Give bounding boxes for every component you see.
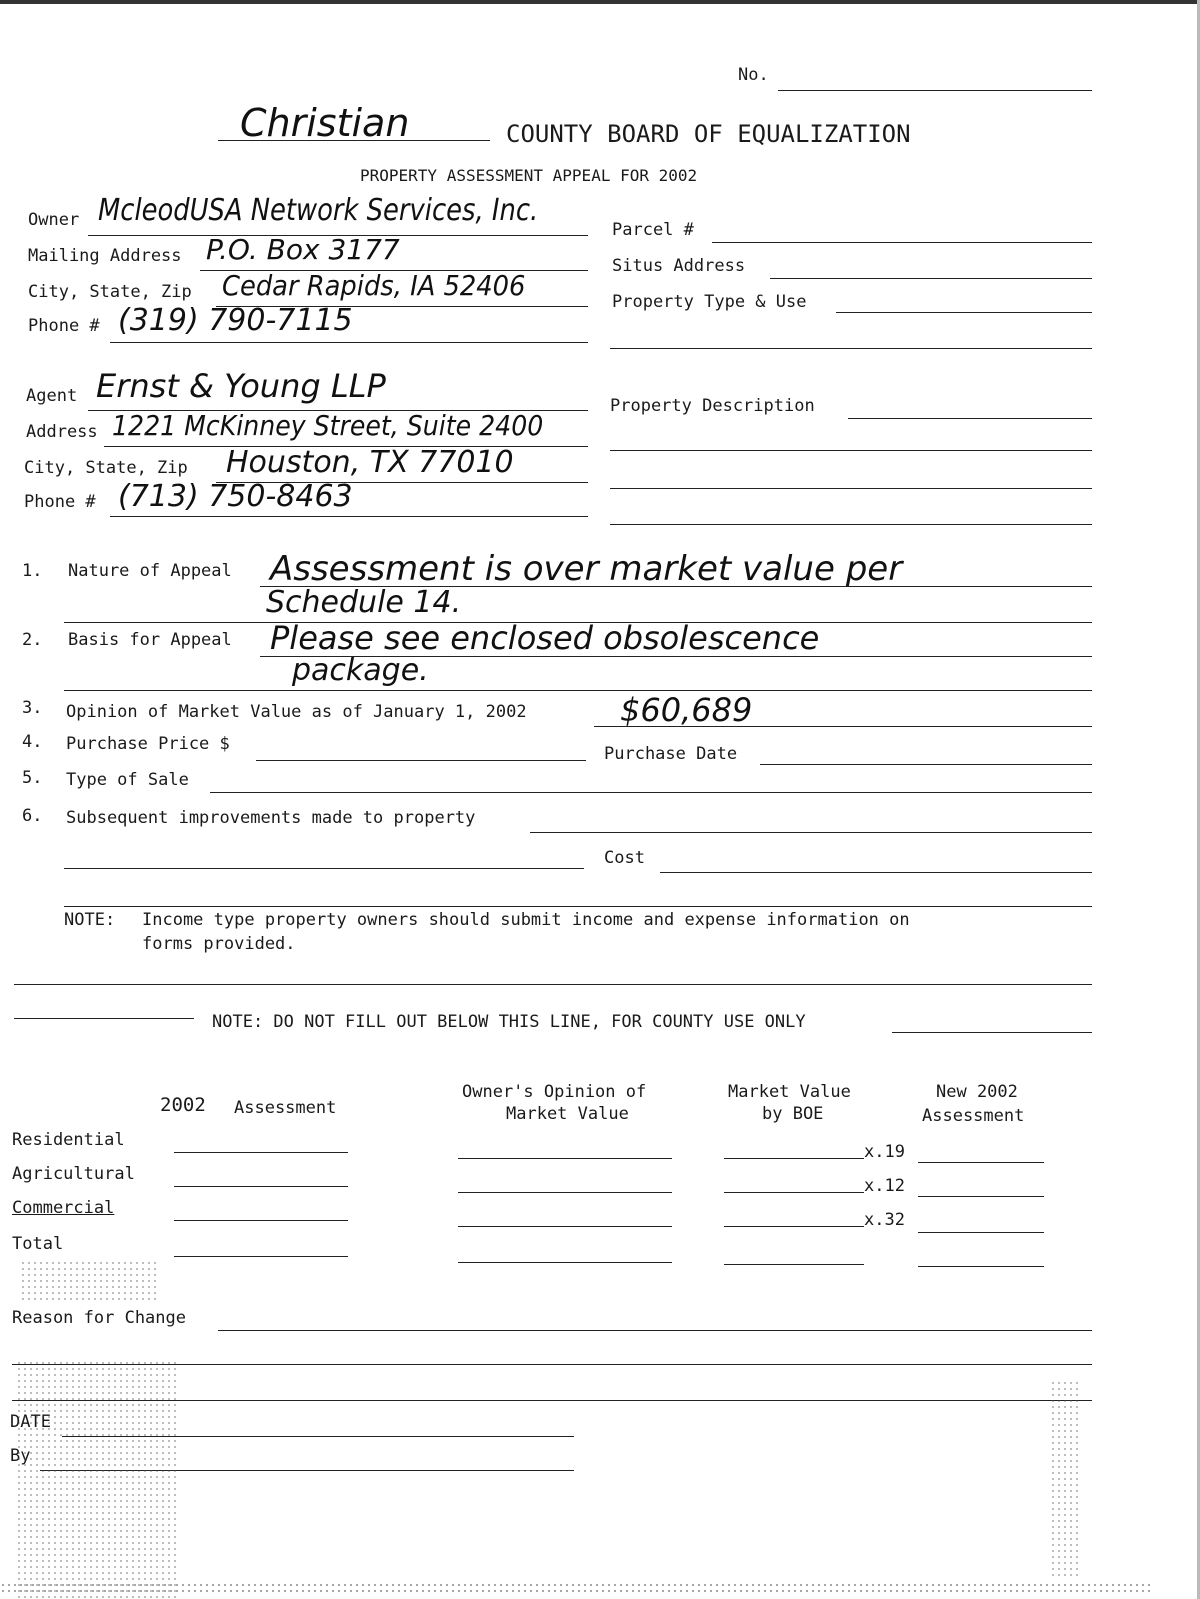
basis-for-appeal-value-1: Please see enclosed obsolescence [270, 619, 820, 657]
agent-phone-value: (713) 750-8463 [118, 479, 353, 514]
situs-address-label: Situs Address [612, 256, 746, 276]
item-6-number: 6. [22, 806, 43, 826]
scan-speckle-left-2 [16, 1360, 176, 1599]
item-3-number: 3. [22, 698, 43, 718]
reason-for-change-line-1 [218, 1330, 1092, 1331]
row-residential-2002 [174, 1152, 348, 1153]
row-agricultural-owner [458, 1192, 672, 1193]
col-new-assessment-2: Assessment [922, 1106, 1025, 1126]
nature-of-appeal-value-1: Assessment is over market value per [270, 549, 903, 589]
county-use-divider-left [14, 1018, 194, 1019]
mailing-address-label: Mailing Address [28, 246, 182, 266]
opinion-market-value-line [594, 726, 1092, 727]
agent-phone-label: Phone # [24, 492, 96, 512]
col-2002-assessment: Assessment [234, 1098, 337, 1118]
scan-top-edge [0, 0, 1200, 4]
property-description-line-1 [848, 418, 1092, 419]
agent-address-label: Address [26, 422, 98, 442]
agent-address-value: 1221 McKinney Street, Suite 2400 [112, 409, 544, 442]
row-commercial-boe [724, 1226, 864, 1227]
county-line [218, 140, 490, 141]
board-title: COUNTY BOARD OF EQUALIZATION [506, 120, 911, 148]
item-1-number: 1. [22, 561, 43, 581]
row-total-boe [724, 1264, 864, 1265]
cost-label: Cost [604, 848, 645, 868]
nature-of-appeal-label: Nature of Appeal [68, 561, 232, 581]
scan-speckle-left-1 [20, 1260, 160, 1300]
property-description-line-4 [610, 524, 1092, 525]
row-agricultural-boe [724, 1192, 864, 1193]
owner-city-label: City, State, Zip [28, 282, 192, 302]
by-label: By [10, 1446, 31, 1466]
col-market-value-boe-1: Market Value [728, 1082, 851, 1102]
parcel-line [712, 242, 1092, 243]
improvements-line [530, 832, 1092, 833]
improvements-line-2 [64, 868, 584, 869]
situs-address-line [770, 278, 1092, 279]
agent-value: Ernst & Young LLP [96, 367, 386, 405]
basis-for-appeal-label: Basis for Appeal [68, 630, 232, 650]
row-commercial-owner [458, 1226, 672, 1227]
mailing-address-value: P.O. Box 3177 [206, 233, 400, 266]
improvements-line-3 [64, 906, 1092, 907]
opinion-market-value-value: $60,689 [620, 691, 753, 729]
col-owner-opinion-1: Owner's Opinion of [462, 1082, 647, 1102]
property-description-line-3 [610, 488, 1092, 489]
row-residential-new [918, 1162, 1044, 1163]
property-type-label: Property Type & Use [612, 292, 807, 312]
col-new-assessment-1: New 2002 [936, 1082, 1018, 1102]
property-type-line [836, 312, 1092, 313]
agent-label: Agent [26, 386, 78, 406]
property-type-line-2 [610, 348, 1092, 349]
owner-value: McleodUSA Network Services, Inc. [98, 193, 539, 228]
parcel-label: Parcel # [612, 220, 694, 240]
col-market-value-boe-2: by BOE [762, 1104, 824, 1124]
type-of-sale-label: Type of Sale [66, 770, 189, 790]
property-description-line-2 [610, 450, 1092, 451]
row-agricultural-label: Agricultural [12, 1164, 135, 1184]
cost-line [660, 872, 1092, 873]
row-agricultural-new [918, 1196, 1044, 1197]
type-of-sale-line [210, 792, 1092, 793]
agent-city-label: City, State, Zip [24, 458, 188, 478]
purchase-price-label: Purchase Price $ [66, 734, 230, 754]
row-residential-label: Residential [12, 1130, 125, 1150]
owner-label: Owner [28, 210, 80, 230]
note-line-1: Income type property owners should submit income and expense information on [142, 910, 910, 930]
row-commercial-2002 [174, 1220, 348, 1221]
improvements-label: Subsequent improvements made to property [66, 808, 476, 828]
property-description-label: Property Description [610, 396, 815, 416]
row-total-new [918, 1266, 1044, 1267]
item-2-number: 2. [22, 630, 43, 650]
purchase-price-line [256, 760, 586, 761]
owner-phone-value: (319) 790-7115 [118, 303, 353, 338]
purchase-date-label: Purchase Date [604, 744, 738, 764]
col-owner-opinion-2: Market Value [506, 1104, 629, 1124]
opinion-market-value-label: Opinion of Market Value as of January 1, 2002 [66, 702, 527, 722]
row-residential-multiplier: x.19 [864, 1142, 905, 1162]
nature-of-appeal-value-2: Schedule 14. [266, 585, 462, 620]
basis-for-appeal-value-2: package. [292, 653, 429, 688]
basis-for-appeal-line-2 [64, 690, 1092, 691]
note-line-2: forms provided. [142, 934, 296, 954]
row-total-owner [458, 1262, 672, 1263]
date-label: DATE [10, 1412, 51, 1432]
scan-speckle-right [1050, 1380, 1080, 1580]
agent-phone-line [110, 516, 588, 517]
agent-city-value: Houston, TX 77010 [226, 445, 514, 480]
row-agricultural-multiplier: x.12 [864, 1176, 905, 1196]
row-agricultural-2002 [174, 1186, 348, 1187]
item-4-number: 4. [22, 732, 43, 752]
county-name-handwritten: Christian [240, 101, 410, 145]
row-commercial-label: Commercial [12, 1198, 115, 1218]
reason-for-change-label: Reason for Change [12, 1308, 186, 1328]
no-line [778, 90, 1092, 91]
owner-phone-label: Phone # [28, 316, 100, 336]
note-divider-1 [14, 984, 1092, 985]
no-label: No. [738, 65, 769, 85]
row-total-label: Total [12, 1234, 64, 1254]
col-2002-year: 2002 [160, 1094, 206, 1116]
item-5-number: 5. [22, 768, 43, 788]
form-subtitle: PROPERTY ASSESSMENT APPEAL FOR 2002 [360, 166, 698, 185]
county-use-divider-right [892, 1032, 1092, 1033]
row-commercial-multiplier: x.32 [864, 1210, 905, 1230]
row-total-2002 [174, 1256, 348, 1257]
scan-speckle-bottom [0, 1582, 1150, 1596]
owner-city-value: Cedar Rapids, IA 52406 [222, 269, 526, 302]
row-residential-owner [458, 1158, 672, 1159]
owner-phone-line [110, 342, 588, 343]
note-label: NOTE: [64, 910, 116, 930]
county-use-note: NOTE: DO NOT FILL OUT BELOW THIS LINE, FOR COUNTY USE ONLY [212, 1012, 806, 1032]
row-residential-boe [724, 1158, 864, 1159]
row-commercial-new [918, 1232, 1044, 1233]
purchase-date-line [760, 764, 1092, 765]
